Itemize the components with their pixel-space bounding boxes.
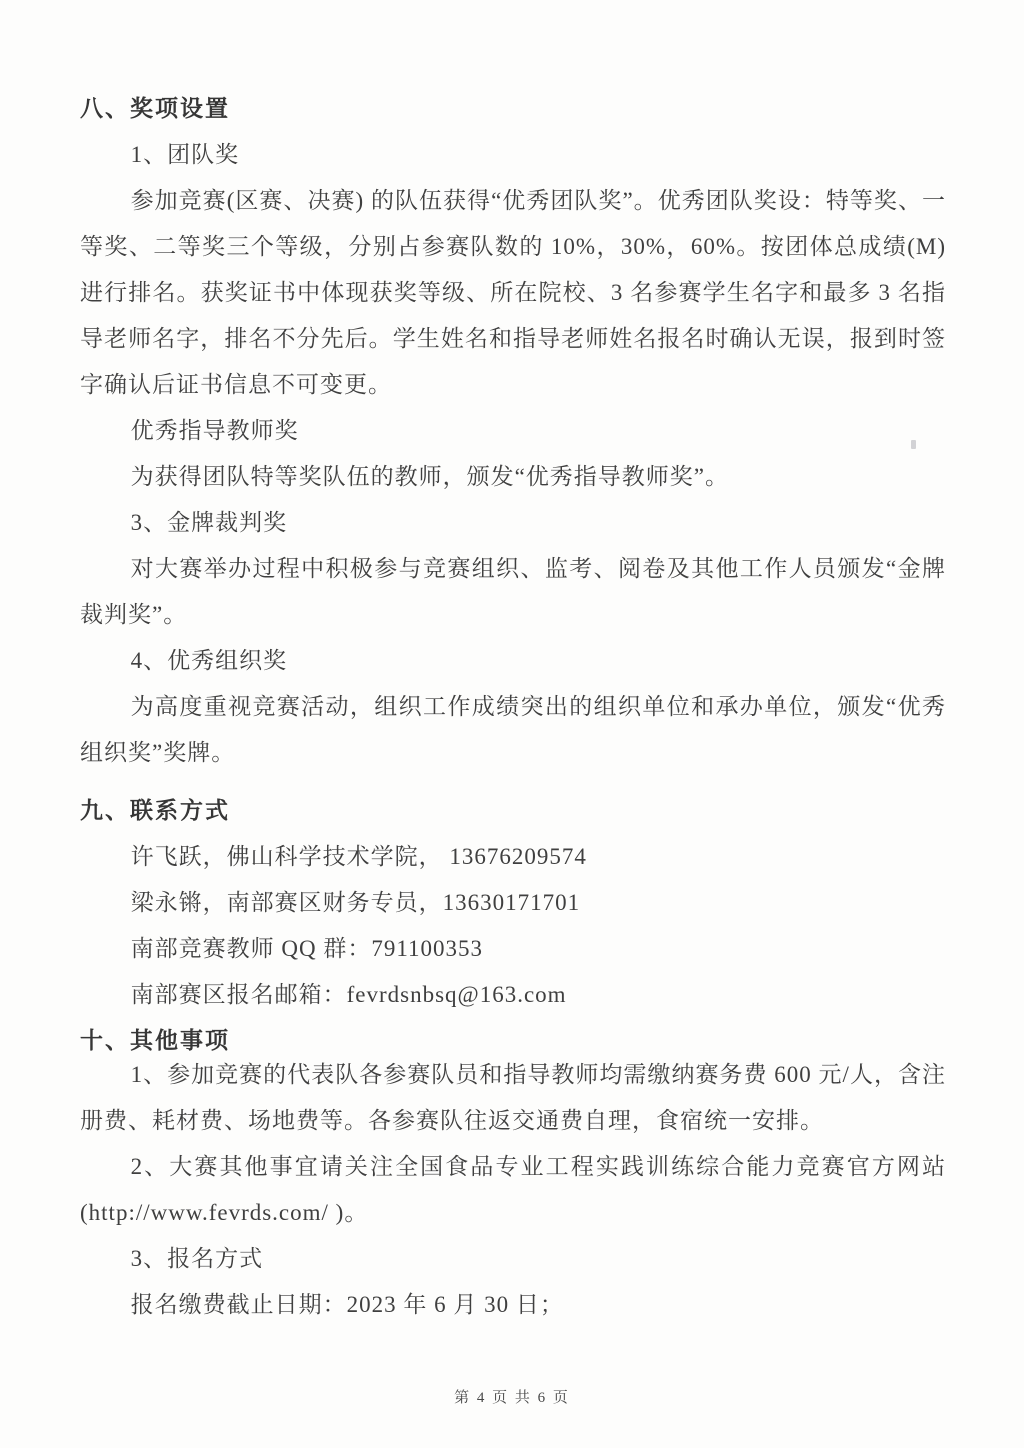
line-registration-deadline: 报名缴费截止日期：2023 年 6 月 30 日；	[130, 1292, 564, 1317]
page-footer: 第 4 页 共 6 页	[454, 1390, 570, 1406]
contact-line-qq-group: 南部竞赛教师 QQ 群：791100353	[130, 936, 483, 961]
para-judge-award-desc: 对大赛举办过程中积极参与竞赛组织、监考、阅卷及其他工作人员颁发“金牌裁判奖”。	[80, 556, 946, 627]
section-other-matters	[80, 1018, 946, 1328]
section-heading-awards: 八、奖项设置	[80, 96, 230, 121]
section-awards	[80, 86, 946, 776]
contact-line-xufeiyue: 许飞跃，佛山科学技术学院， 13676209574	[130, 844, 587, 869]
subitem-team-award-title: 1、团队奖	[130, 142, 240, 167]
subitem-registration-method: 3、报名方式	[130, 1246, 264, 1271]
subitem-judge-award-title: 3、金牌裁判奖	[130, 510, 288, 535]
subitem-organization-award-title: 4、优秀组织奖	[130, 648, 288, 673]
contact-line-email: 南部赛区报名邮箱：fevrdsnbsq@163.com	[130, 982, 567, 1007]
para-competition-fees: 1、参加竞赛的代表队各参赛队员和指导教师均需缴纳赛务费 600 元/人，含注册费、耗材费、场地费等。各参赛队往返交通费自理，食宿统一安排。	[80, 1062, 946, 1133]
para-official-website: 2、大赛其他事宜请关注全国食品专业工程实践训练综合能力竞赛官方网站(http://www.fevrds.com/ )。	[80, 1154, 946, 1225]
para-organization-award-desc: 为高度重视竞赛活动，组织工作成绩突出的组织单位和承办单位，颁发“优秀组织奖”奖牌。	[80, 694, 946, 765]
section-heading-contact: 九、联系方式	[80, 798, 230, 823]
document-body	[80, 86, 946, 1328]
para-instructor-award-desc: 为获得团队特等奖队伍的教师，颁发“优秀指导教师奖”。	[130, 464, 730, 489]
section-heading-other: 十、其他事项	[80, 1028, 230, 1053]
section-contact	[80, 788, 946, 1018]
contact-line-liangyongqiang: 梁永锵，南部赛区财务专员，13630171701	[130, 890, 581, 915]
subitem-instructor-award-title: 优秀指导教师奖	[130, 418, 299, 443]
scan-speck	[911, 440, 916, 449]
para-team-award-desc: 参加竞赛(区赛、决赛) 的队伍获得“优秀团队奖”。优秀团队奖设：特等奖、一等奖、二等奖三个等级，分别占参赛队数的 10%，30%，60%。按团体总成绩(M)进行排名。获奖证书中体现获奖等级、所在院校、3 名参赛学生名字和最多 3 名指导老师名字，排名不分先后。学生姓名和指导老师姓名报名时确认无误，报到时签字确认后证书信息不可变更。	[80, 188, 947, 397]
